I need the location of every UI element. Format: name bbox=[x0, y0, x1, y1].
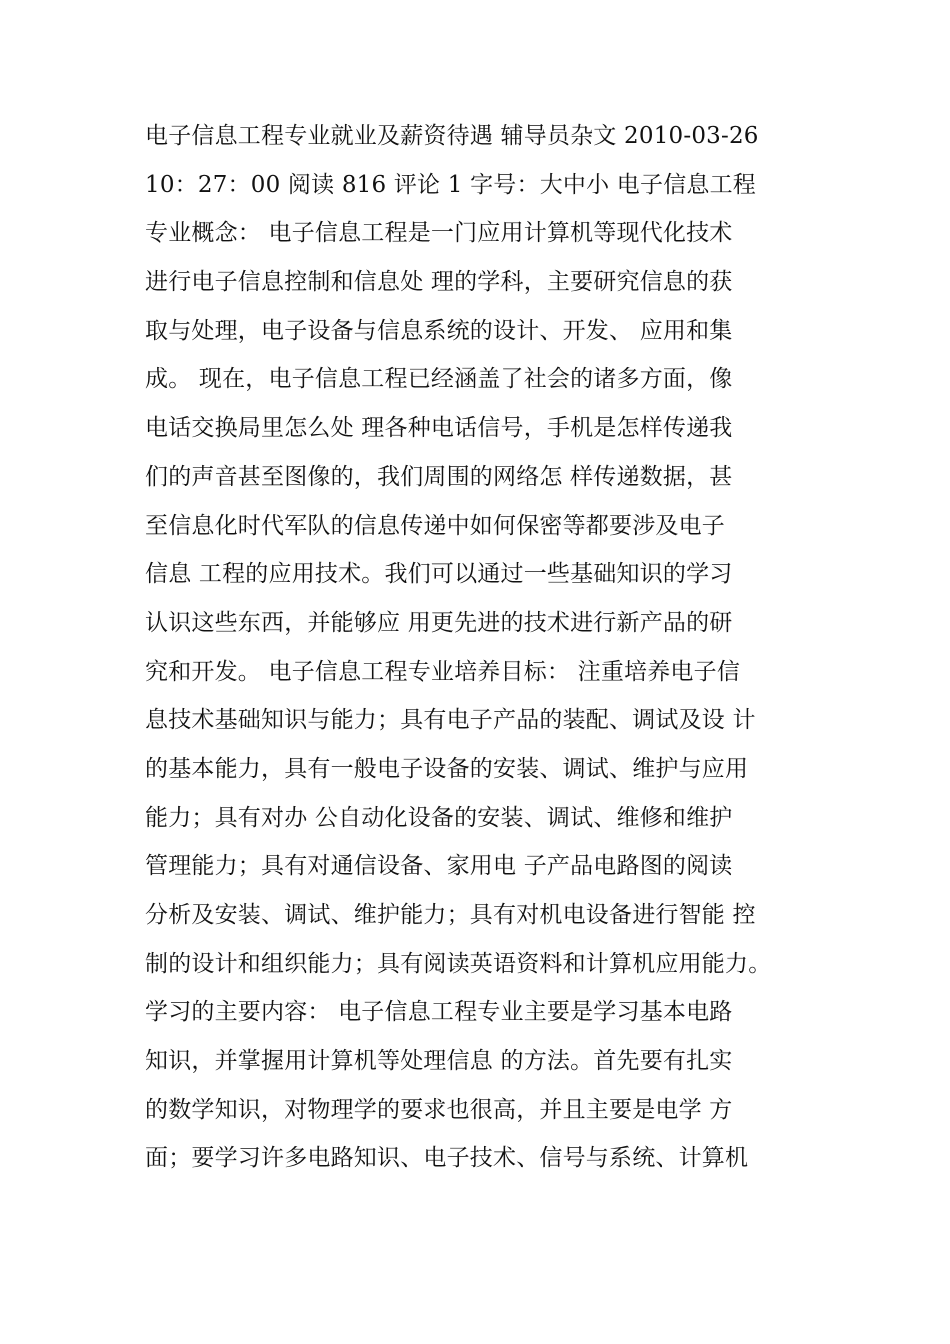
text-line: 认识这些东西，并能够应 用更先进的技术进行新产品的研 bbox=[145, 609, 733, 636]
text-line: 能力；具有对办 公自动化设备的安装、调试、维修和维护 bbox=[145, 804, 733, 831]
text-line: 至信息化时代军队的信息传递中如何保密等都要涉及电子 bbox=[145, 512, 725, 539]
text-line: 管理能力；具有对通信设备、家用电 子产品电路图的阅读 bbox=[145, 853, 733, 880]
article-body bbox=[145, 112, 835, 1183]
text-line: 电子信息工程专业就业及薪资待遇 辅导员杂文 2010-03-26 bbox=[145, 123, 759, 149]
text-line: 的数学知识，对物理学的要求也很高，并且主要是电学 方 bbox=[145, 1096, 733, 1123]
text-line: 电话交换局里怎么处 理各种电话信号，手机是怎样传递我 bbox=[145, 415, 733, 442]
text-line: 息技术基础知识与能力；具有电子产品的装配、调试及设 计 bbox=[145, 707, 756, 734]
text-line: 取与处理，电子设备与信息系统的设计、开发、 应用和集 bbox=[145, 317, 733, 344]
text-line: 面；要学习许多电路知识、电子技术、信号与系统、计算机 bbox=[145, 1145, 749, 1172]
text-line: 的基本能力，具有一般电子设备的安装、调试、维护与应用 bbox=[145, 755, 749, 782]
text-line: 专业概念： 电子信息工程是一门应用计算机等现代化技术 bbox=[145, 220, 733, 247]
text-line: 究和开发。 电子信息工程专业培养目标： 注重培养电子信 bbox=[145, 658, 741, 685]
text-line: 制的设计和组织能力；具有阅读英语资料和计算机应用能力。 bbox=[145, 950, 772, 977]
text-line: 学习的主要内容： 电子信息工程专业主要是学习基本电路 bbox=[145, 999, 733, 1026]
text-line: 们的声音甚至图像的，我们周围的网络怎 样传递数据，甚 bbox=[145, 463, 733, 490]
text-line: 知识，并掌握用计算机等处理信息 的方法。首先要有扎实 bbox=[145, 1048, 733, 1075]
text-line: 信息 工程的应用技术。我们可以通过一些基础知识的学习 bbox=[145, 561, 733, 588]
text-line: 分析及安装、调试、维护能力；具有对机电设备进行智能 控 bbox=[145, 902, 756, 928]
text-line: 成。 现在，电子信息工程已经涵盖了社会的诸多方面，像 bbox=[145, 366, 733, 393]
text-line: 10：27：00 阅读 816 评论 1 字号：大中小 电子信息工程 bbox=[145, 171, 756, 198]
text-line: 进行电子信息控制和信息处 理的学科，主要研究信息的获 bbox=[145, 269, 733, 296]
